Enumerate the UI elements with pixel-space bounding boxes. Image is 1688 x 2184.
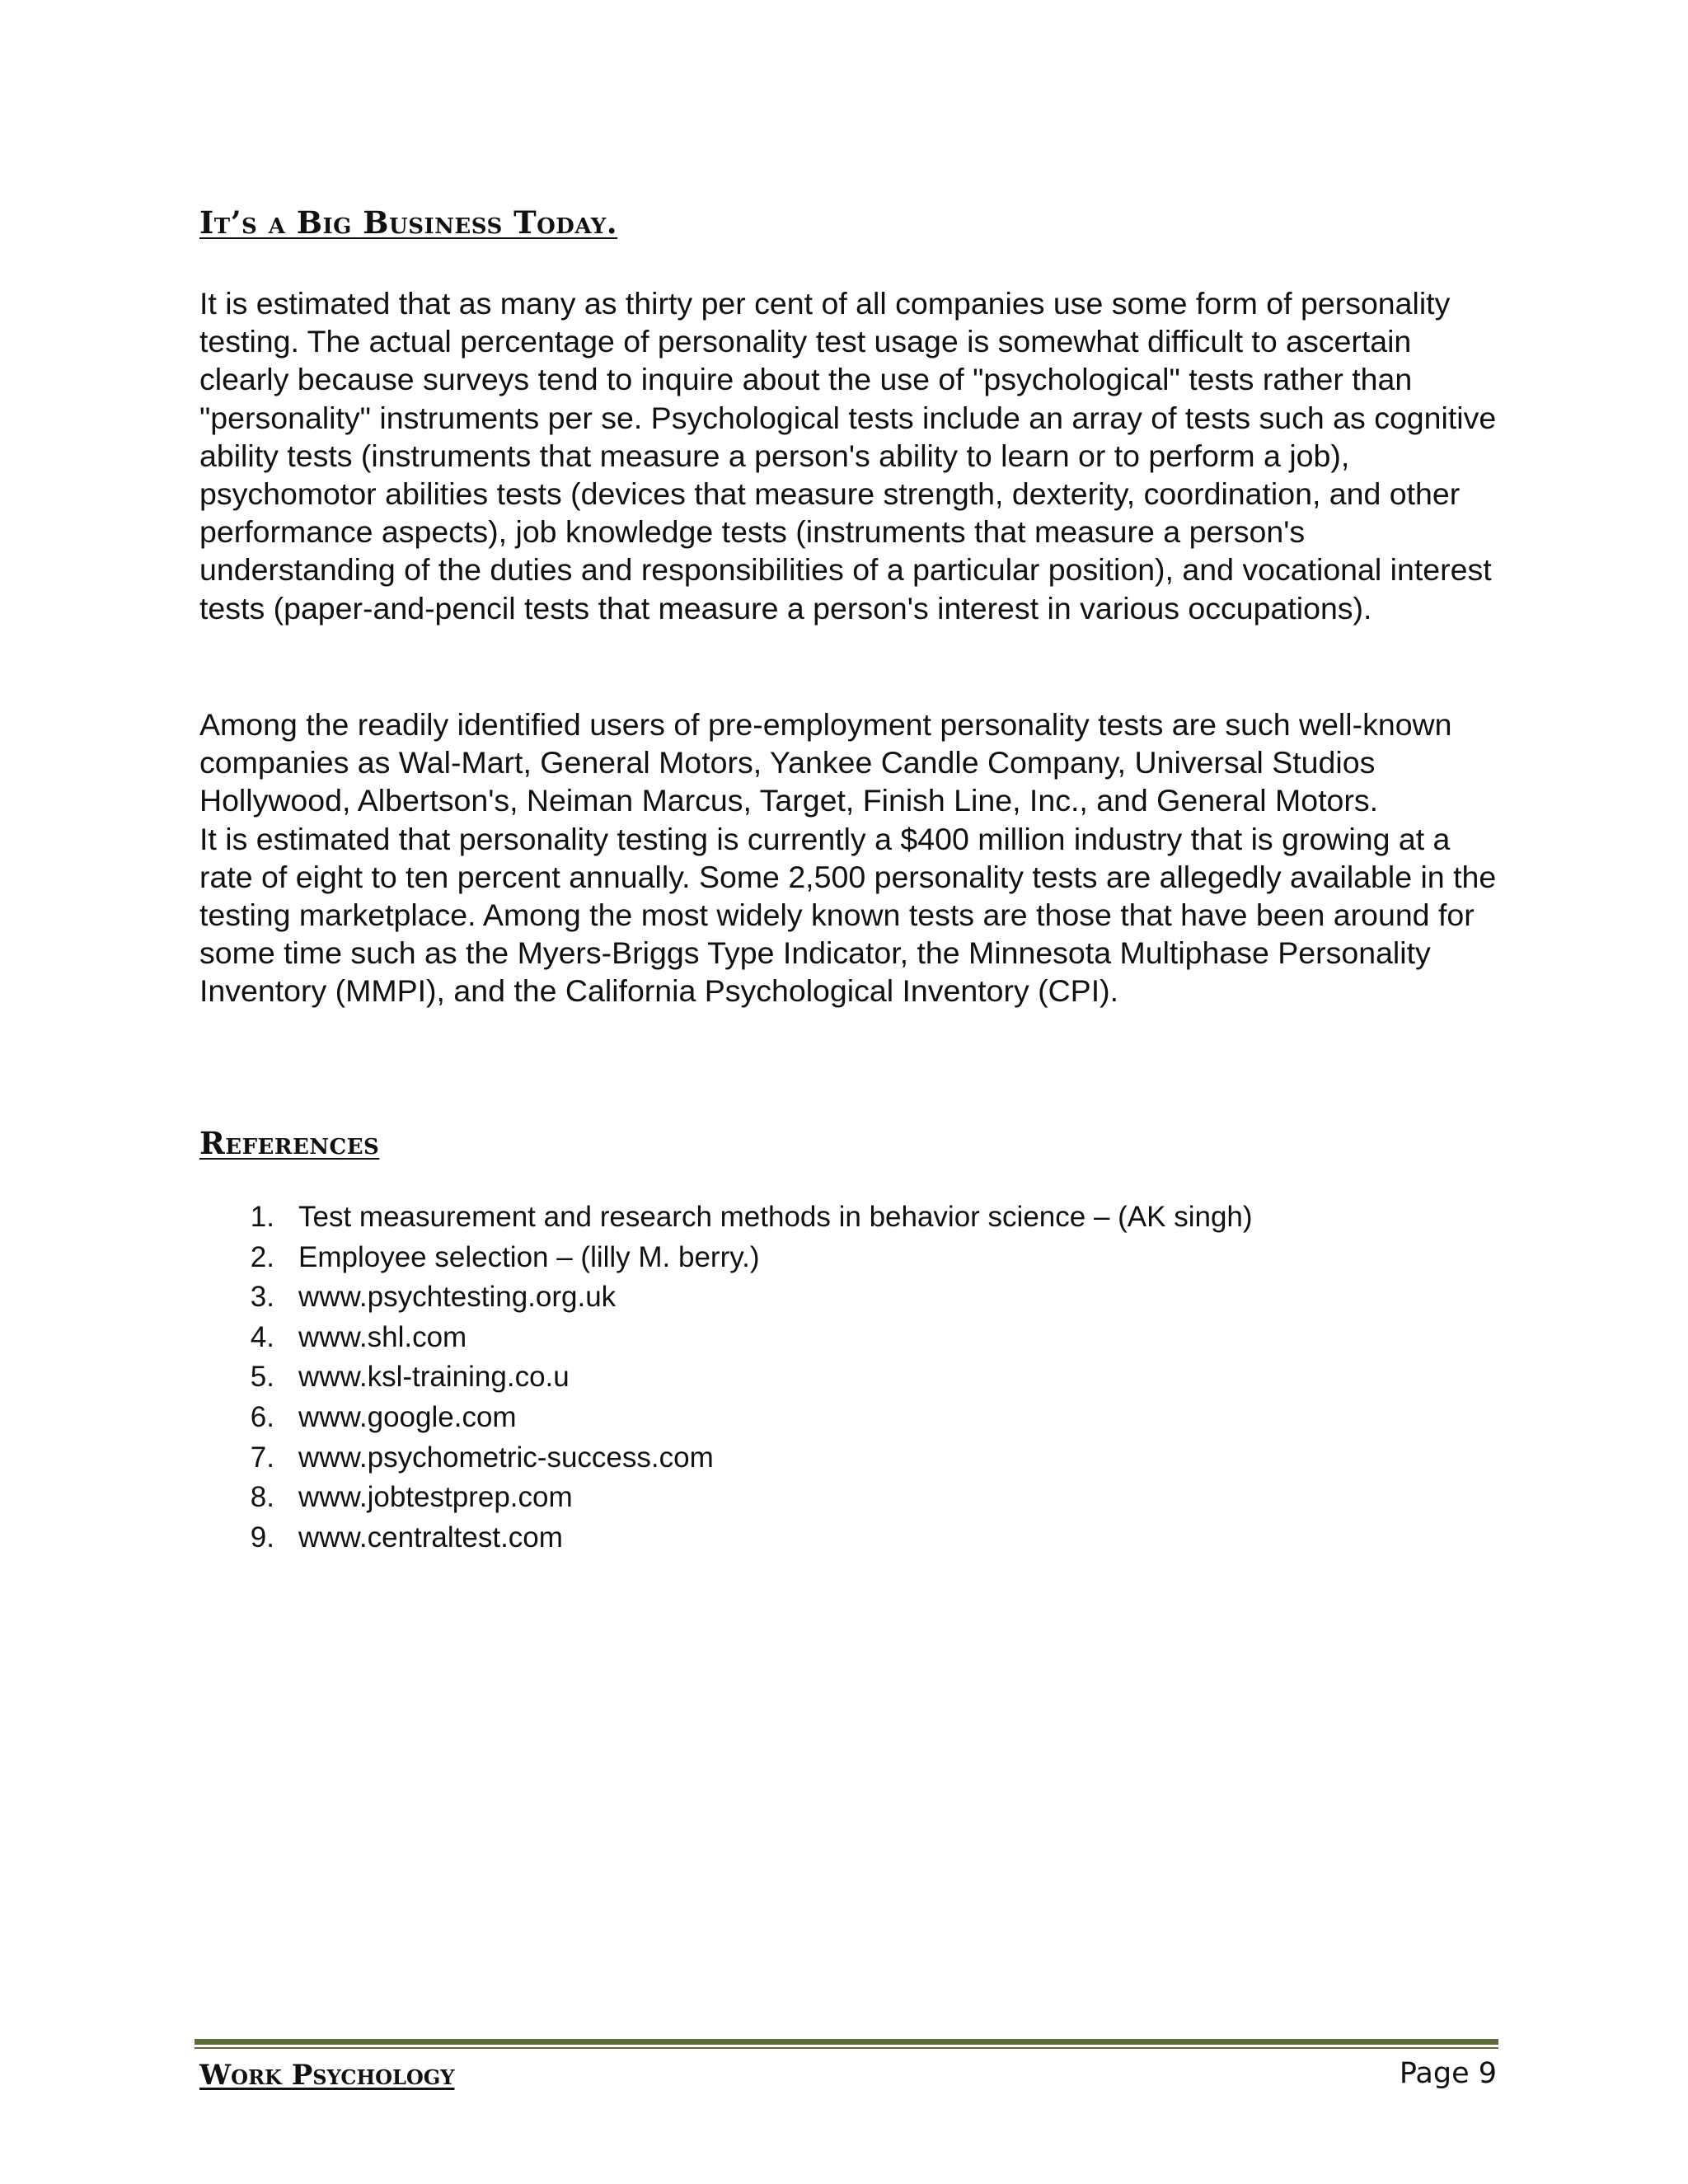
reference-number: 1. (250, 1201, 274, 1233)
paragraph-known-users: Among the readily identified users of pre-employment personality tests are such well-known companies as Wal-Mart, General Motors, Yankee Candle Company, Universal Studios Hollywood, Albertson's, Neiman Marcus, Target, Finish Line, Inc., and General Motors. (199, 707, 1452, 818)
reference-text: www.google.com (298, 1400, 517, 1433)
footer-page-number: Page 9 (1399, 2057, 1497, 2090)
reference-text: www.shl.com (298, 1320, 467, 1353)
reference-text: www.centraltest.com (298, 1521, 563, 1554)
reference-number: 4. (250, 1320, 274, 1353)
reference-text: www.psychometric-success.com (298, 1441, 714, 1474)
reference-number: 8. (250, 1481, 274, 1514)
reference-number: 7. (250, 1441, 274, 1474)
paragraph-industry-size: It is estimated that personality testing is currently a $400 million industry that is growing at a rate of eight to ten percent annually. Some 2,500 personality tests are allegedly available in the testing marketplace. Among the most widely known tests are those that have been around for some time such as the Myers-Briggs Type Indicator, the Minnesota Multiphase Personality Inventory (MMPI), and the California Psychological Inventory (CPI). (199, 821, 1497, 1009)
reference-number: 6. (250, 1400, 274, 1433)
reference-text: Employee selection – (lilly M. berry.) (298, 1240, 760, 1273)
paragraph-group-industry (199, 705, 1502, 1010)
reference-text: www.ksl-training.co.u (298, 1361, 570, 1394)
footer-divider-thin (195, 2047, 1498, 2049)
reference-number: 3. (250, 1281, 274, 1314)
footer-divider-thick (195, 2039, 1498, 2045)
reference-number: 9. (250, 1521, 274, 1554)
reference-number: 5. (250, 1361, 274, 1394)
paragraph-personality-testing-usage: It is estimated that as many as thirty per cent of all companies use some form of personality testing. The actual percentage of personality test usage is somewhat difficult to ascertain clearly because surveys tend to inquire about the use of "psychological" tests rather than "personality" instruments per se. Psychological tests include an array of tests such as cognitive ability tests (instruments that measure a person's ability to learn or to perform a job), psychomotor abilities tests (devices that measure strength, dexterity, coordination, and other performance aspects), job knowledge tests (instruments that measure a person's understanding of the duties and responsibilities of a particular position), and vocational interest tests (paper-and-pencil tests that measure a person's interest in various occupations). (199, 286, 1497, 626)
reference-text: www.jobtestprep.com (298, 1481, 573, 1514)
section-heading-big-business: It’s a Big Business Today. (199, 204, 618, 241)
reference-text: www.psychtesting.org.uk (298, 1281, 617, 1314)
reference-text: Test measurement and research methods in behavior science – (AK singh) (298, 1201, 1253, 1233)
references-heading: References (199, 1125, 380, 1161)
footer-document-title: Work Psychology (199, 2059, 455, 2092)
reference-number: 2. (250, 1240, 274, 1273)
